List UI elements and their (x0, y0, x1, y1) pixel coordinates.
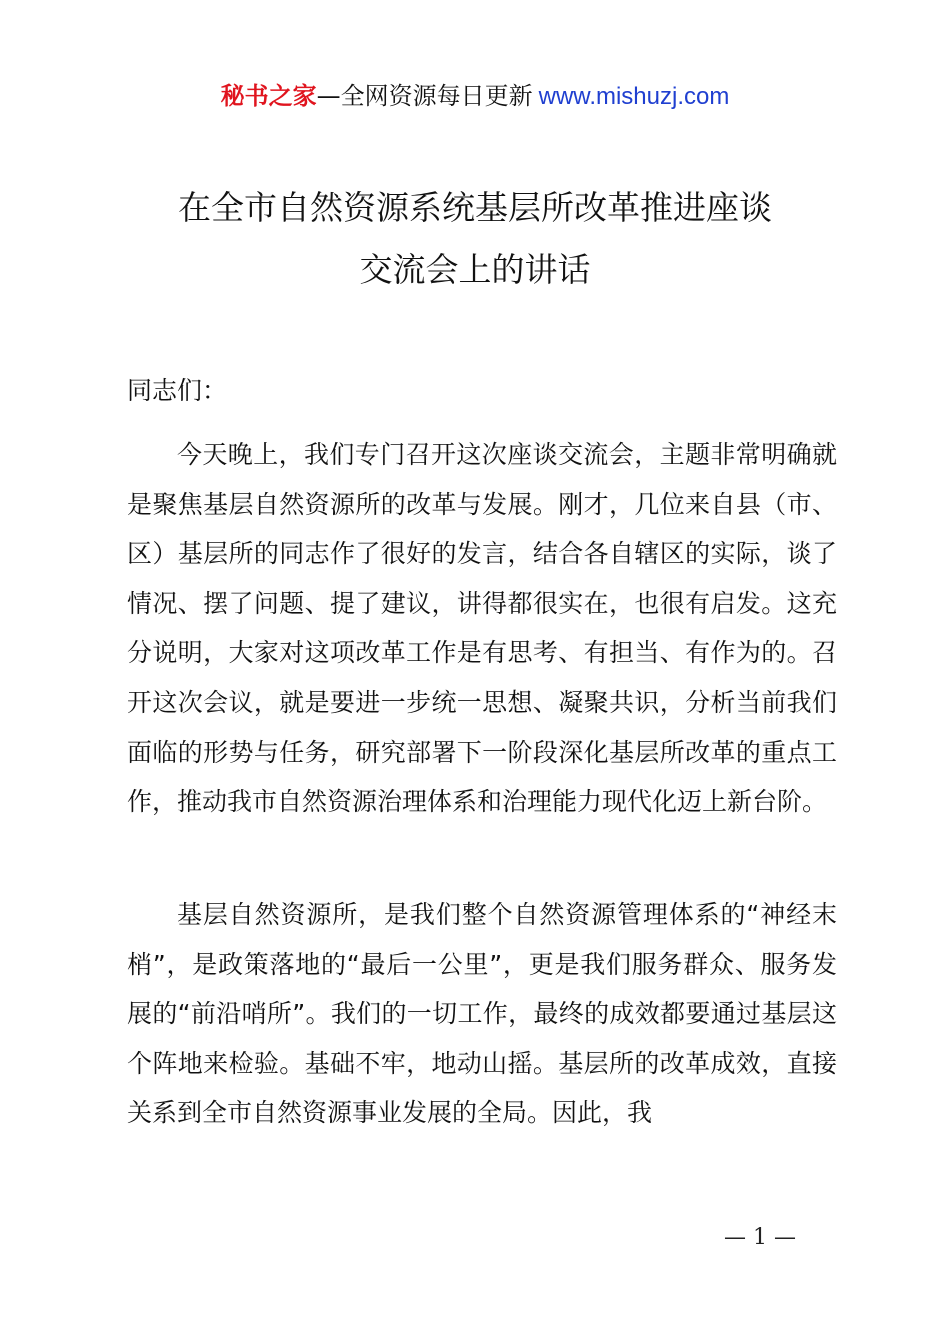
page-number: — 1 — (724, 1225, 796, 1250)
document-title-line-1: 在全市自然资源系统基层所改革推进座谈 (178, 188, 772, 227)
brand-name: 秘书之家 (220, 82, 317, 110)
salutation: 同志们： (127, 376, 228, 405)
header-tagline: —全网资源每日更新 (316, 82, 533, 110)
site-header-banner (0, 80, 950, 113)
body-paragraph-2: 基层自然资源所，是我们整个自然资源管理体系的“神经末梢”，是政策落地的“最后一公里”，更是我们服务群众、服务发展的“前沿哨所”。我们的一切工作，最终的成效都要通过基层这个阵地来检验。基础不牢，地动山摇。基层所的改革成效，直接关系到全市自然资源事业发展的全局。因此，我 (127, 900, 837, 1128)
body-paragraph-1: 今天晚上，我们专门召开这次座谈交流会，主题非常明确就是聚焦基层自然资源所的改革与发展。刚才，几位来自县（市、区）基层所的同志作了很好的发言，结合各自辖区的实际，谈了情况、摆了问题、提了建议，讲得都很实在，也很有启发。这充分说明，大家对这项改革工作是有思考、有担当、有作为的。召开这次会议，就是要进一步统一思想、凝聚共识，分析当前我们面临的形势与任务，研究部署下一阶段深化基层所改革的重点工作，推动我市自然资源治理体系和治理能力现代化迈上新台阶。 (127, 440, 837, 817)
site-url-link[interactable]: www.mishuzj.com (538, 83, 730, 110)
document-title-line-2: 交流会上的讲话 (359, 250, 591, 289)
